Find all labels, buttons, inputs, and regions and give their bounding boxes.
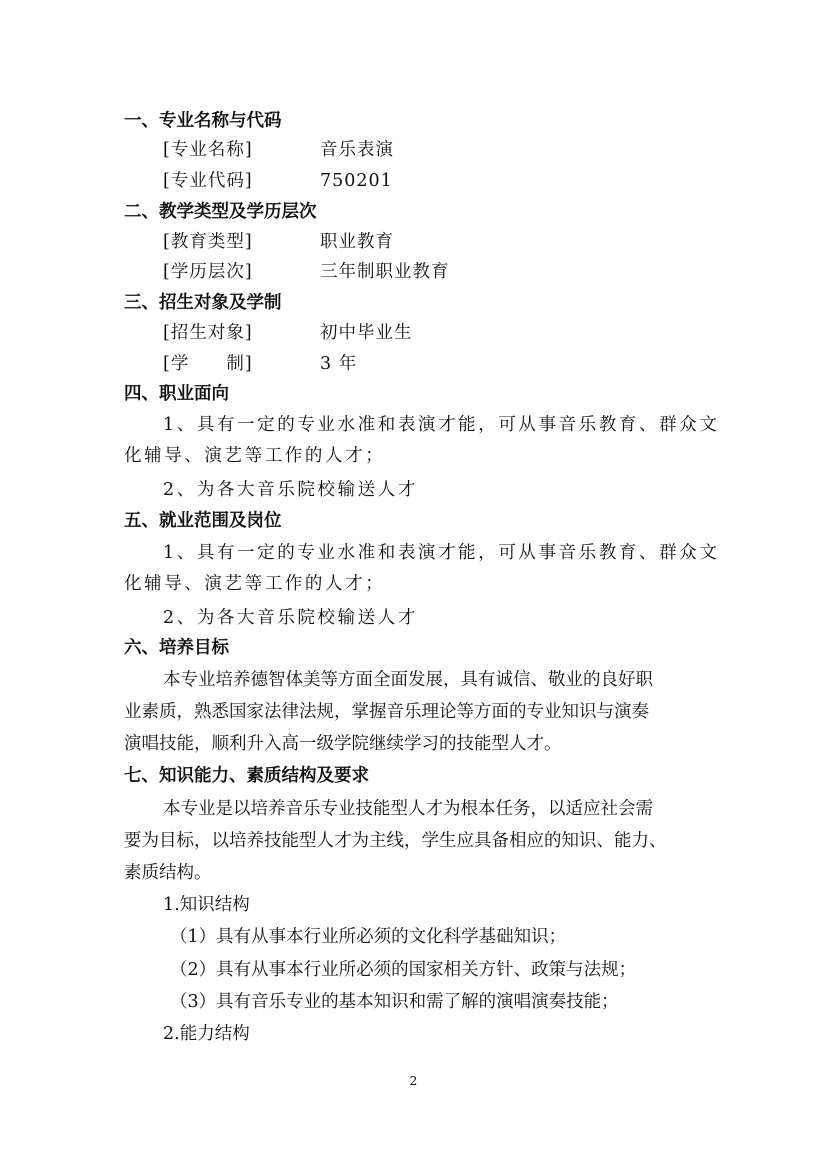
paragraph-line: 1、具有一定的专业水准和表演才能，可从事音乐教育、群众文 — [163, 415, 720, 435]
section-heading-1: 一、专业名称与代码 — [124, 111, 282, 131]
field-label-major-code: [专业代码] — [163, 171, 253, 191]
field-label-education-type: [教育类型] — [163, 232, 253, 252]
paragraph-line: 本专业培养德智体美等方面全面发展，具有诚信、敬业的良好职 — [163, 670, 653, 690]
paragraph-line: 演唱技能，顺利升入高一级学院继续学习的技能型人才。 — [124, 734, 562, 754]
field-label-duration: [学 制] — [163, 354, 253, 374]
section-heading-6: 六、培养目标 — [124, 638, 229, 658]
list-item: （2）具有从事本行业所必须的国家相关方针、政策与法规； — [170, 960, 637, 980]
paragraph-line: 化辅导、演艺等工作的人才； — [124, 574, 386, 594]
list-item: （3）具有音乐专业的基本知识和需了解的演唱演奏技能； — [170, 992, 619, 1012]
page-number: 2 — [409, 1074, 418, 1088]
section-heading-7: 七、知识能力、素质结构及要求 — [124, 766, 369, 786]
field-value-enrollment-target: 初中毕业生 — [320, 323, 413, 343]
list-item: （1）具有从事本行业所必须的文化科学基础知识； — [170, 927, 567, 947]
section-heading-5: 五、就业范围及岗位 — [124, 511, 282, 531]
section-heading-3: 三、招生对象及学制 — [124, 293, 282, 313]
section-heading-4: 四、职业面向 — [124, 384, 229, 404]
subheading-ability: 2.能力结构 — [163, 1024, 250, 1044]
subheading-knowledge: 1.知识结构 — [163, 895, 250, 915]
paragraph-line: 要为目标，以培养技能型人才为主线，学生应具备相应的知识、能力、 — [124, 831, 667, 851]
field-value-duration: 3 年 — [320, 354, 358, 374]
section-heading-2: 二、教学类型及学历层次 — [124, 202, 317, 222]
paragraph-line: 业素质，熟悉国家法律法规，掌握音乐理论等方面的专业知识与演奏 — [124, 702, 649, 722]
field-value-education-type: 职业教育 — [320, 232, 394, 252]
paragraph-line: 素质结构。 — [124, 863, 212, 883]
field-label-major-name: [专业名称] — [163, 140, 253, 160]
paragraph-line: 1、具有一定的专业水准和表演才能，可从事音乐教育、群众文 — [163, 543, 720, 563]
paragraph-line: 2、为各大音乐院校输送人才 — [163, 480, 418, 500]
paragraph-line: 本专业是以培养音乐专业技能型人才为根本任务，以适应社会需 — [163, 799, 653, 819]
paragraph-line: 2、为各大音乐院校输送人才 — [163, 608, 418, 628]
paragraph-line: 化辅导、演艺等工作的人才； — [124, 446, 386, 466]
field-label-enrollment-target: [招生对象] — [163, 323, 253, 343]
field-value-major-code: 750201 — [320, 171, 393, 191]
field-value-education-level: 三年制职业教育 — [320, 262, 450, 282]
field-value-major-name: 音乐表演 — [320, 140, 394, 160]
field-label-education-level: [学历层次] — [163, 262, 253, 282]
